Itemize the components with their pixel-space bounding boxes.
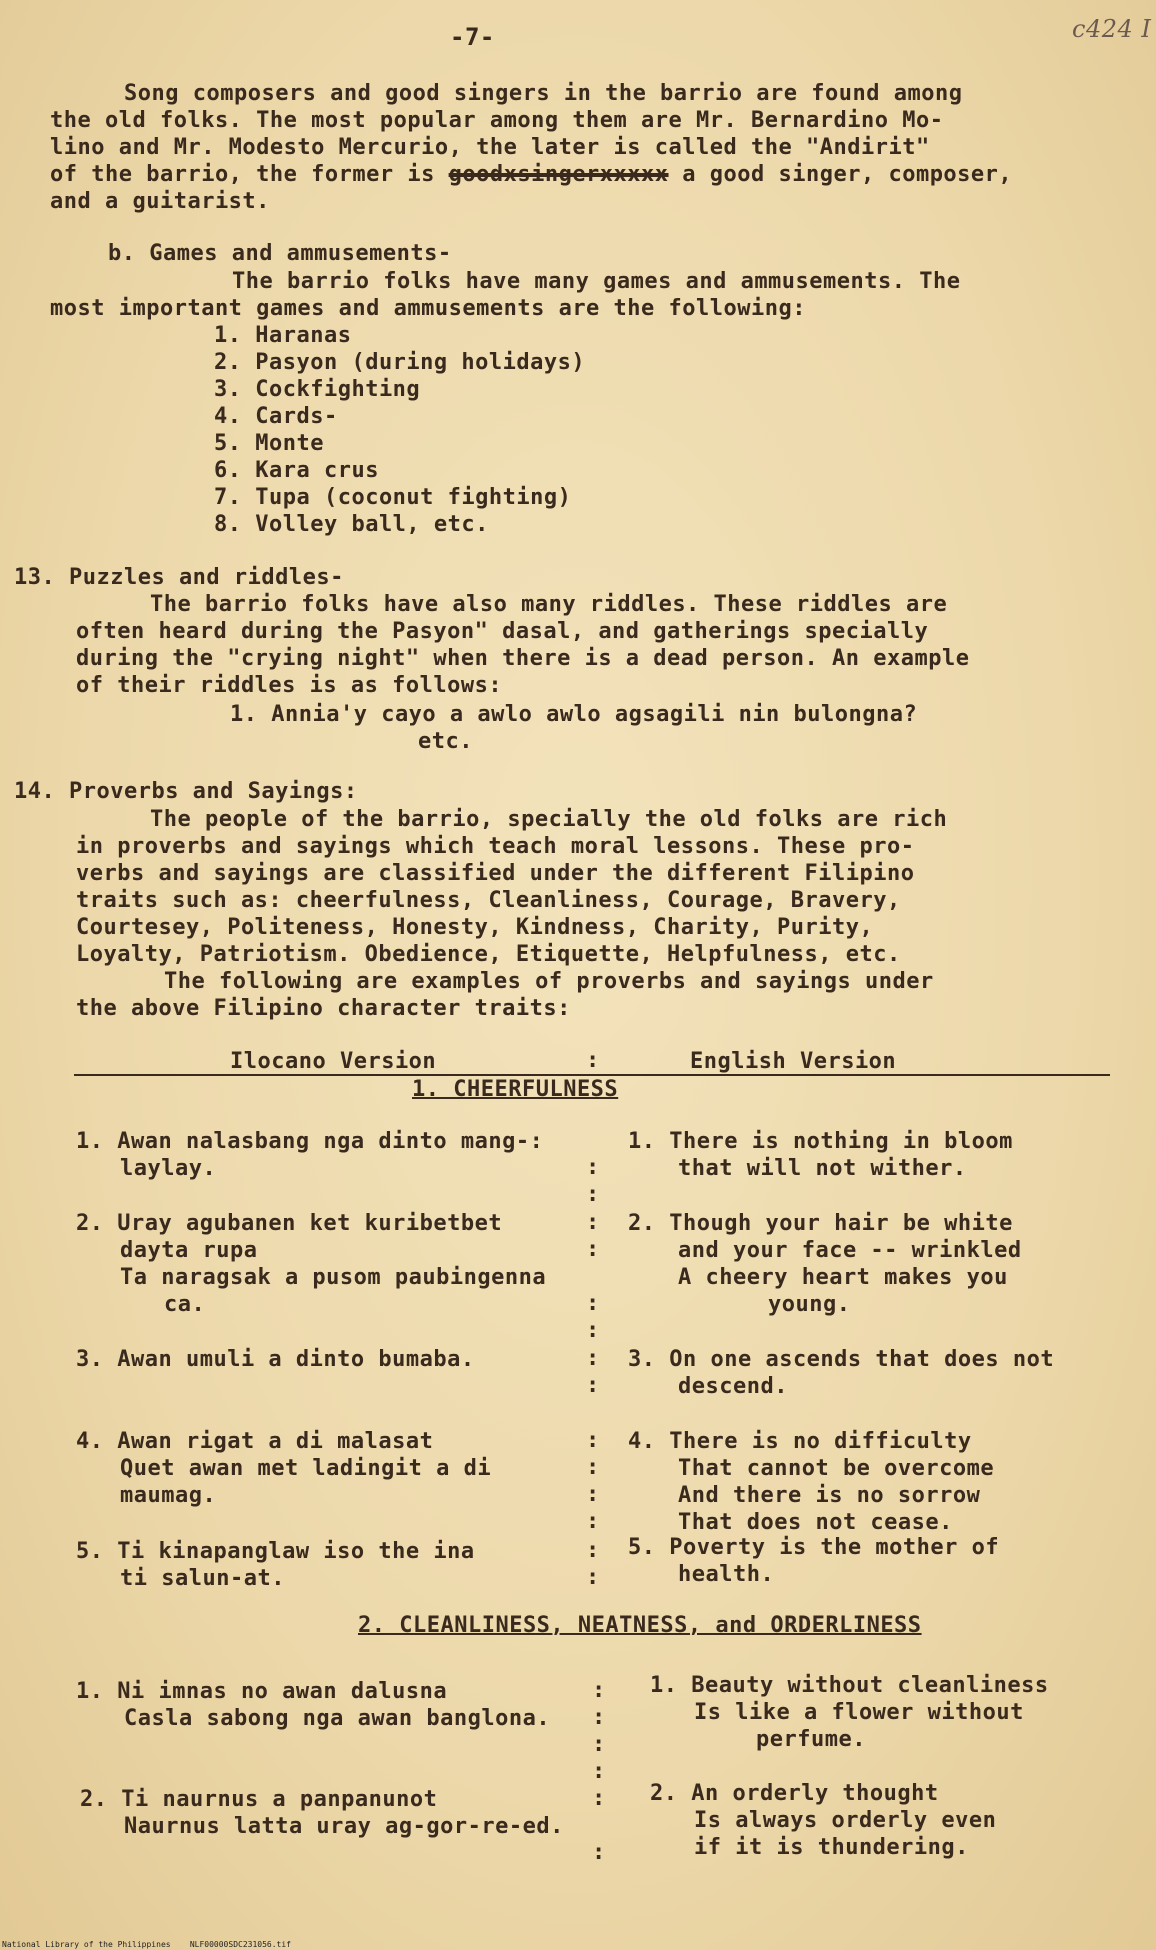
proverbs-line: the above Filipino character traits:	[76, 996, 571, 1021]
proverbs-line: The people of the barrio, specially the old folks are rich	[150, 807, 948, 832]
intro-line: and a guitarist.	[50, 189, 270, 214]
column-separator: :	[592, 1840, 606, 1865]
column-separator: :	[592, 1705, 606, 1730]
column-separator: :	[592, 1732, 606, 1757]
games-list-item: 4. Cards-	[214, 404, 338, 429]
column-separator: :	[586, 1482, 600, 1507]
english-proverb: Is always orderly even	[694, 1808, 997, 1833]
column-separator: :	[586, 1291, 600, 1316]
ilocano-proverb: Quet awan met ladingit a di	[120, 1456, 492, 1481]
proverbs-line: in proverbs and sayings which teach moral lessons. These pro-	[76, 834, 915, 859]
section-title: 1. CHEERFULNESS	[412, 1077, 619, 1102]
column-separator: :	[586, 1155, 600, 1180]
column-separator: :	[592, 1786, 606, 1811]
section-title: 2. CLEANLINESS, NEATNESS, and ORDERLINESS	[358, 1613, 922, 1638]
column-separator: :	[586, 1346, 600, 1371]
intro-line: Song composers and good singers in the barrio are found among	[124, 81, 963, 106]
english-proverb: A cheery heart makes you	[678, 1265, 1008, 1290]
english-proverb: And there is no sorrow	[678, 1483, 981, 1508]
english-proverb: 1. There is nothing in bloom	[628, 1129, 1013, 1154]
ilocano-proverb: ti salun-at.	[120, 1566, 285, 1591]
english-proverb: 1. Beauty without cleanliness	[650, 1673, 1049, 1698]
column-separator: :	[586, 1373, 600, 1398]
intro-line: of the barrio, the former is goodxsingerxxxxx a good singer, composer,	[50, 162, 1013, 187]
riddles-heading: 13. Puzzles and riddles-	[14, 565, 344, 590]
archive-footer: National Library of the Philippines NLF00000SDC231056.tif	[2, 1940, 291, 1949]
games-heading: b. Games and ammusements-	[108, 241, 452, 266]
english-proverb: 5. Poverty is the mother of	[628, 1535, 1000, 1560]
proverbs-heading: 14. Proverbs and Sayings:	[14, 779, 358, 804]
games-intro-line: most important games and ammusements are the following:	[50, 296, 806, 321]
ilocano-proverb: 3. Awan umuli a dinto bumaba.	[76, 1347, 475, 1372]
column-separator: :	[592, 1759, 606, 1784]
ilocano-proverb: maumag.	[120, 1483, 217, 1508]
column-separator: :	[586, 1237, 600, 1262]
english-proverb: Is like a flower without	[694, 1700, 1024, 1725]
games-intro-line: The barrio folks have many games and ammusements. The	[232, 269, 961, 294]
ilocano-proverb: Naurnus latta uray ag-gor-re-ed.	[124, 1814, 564, 1839]
english-proverb: perfume.	[756, 1727, 866, 1752]
ilocano-proverb: ca.	[164, 1292, 206, 1317]
ilocano-proverb: 1. Ni imnas no awan dalusna	[76, 1679, 448, 1704]
games-list-item: 6. Kara crus	[214, 458, 379, 483]
riddle-example: 1. Annia'y cayo a awlo awlo agsagili nin bulongna?	[230, 702, 918, 727]
column-header-ilocano: Ilocano Version	[230, 1049, 437, 1074]
english-proverb: and your face -- wrinkled	[678, 1238, 1022, 1263]
english-proverb: 3. On one ascends that does not	[628, 1347, 1055, 1372]
english-proverb: if it is thundering.	[694, 1835, 969, 1860]
games-list-item: 3. Cockfighting	[214, 377, 421, 402]
ilocano-proverb: 2. Ti naurnus a panpanunot	[80, 1787, 438, 1812]
proverbs-line: Loyalty, Patriotism. Obedience, Etiquette, Helpfulness, etc.	[76, 942, 901, 967]
proverbs-line: verbs and sayings are classified under the different Filipino	[76, 861, 915, 886]
ilocano-proverb: Ta naragsak a pusom paubingenna	[120, 1265, 547, 1290]
handwritten-catalog-note: c424 I	[1072, 15, 1152, 43]
ilocano-proverb: 4. Awan rigat a di malasat	[76, 1429, 434, 1454]
english-proverb: That does not cease.	[678, 1510, 953, 1535]
ilocano-proverb: 2. Uray agubanen ket kuribetbet	[76, 1211, 503, 1236]
english-proverb: descend.	[678, 1374, 788, 1399]
column-separator: :	[586, 1210, 600, 1235]
english-proverb: 2. An orderly thought	[650, 1781, 939, 1806]
column-separator: :	[586, 1318, 600, 1343]
english-proverb: young.	[768, 1292, 851, 1317]
riddle-etc: etc.	[418, 729, 473, 754]
column-header-english: English Version	[690, 1049, 897, 1074]
ilocano-proverb: laylay.	[120, 1156, 217, 1181]
english-proverb: 2. Though your hair be white	[628, 1211, 1013, 1236]
column-separator: :	[586, 1428, 600, 1453]
column-separator: :	[586, 1455, 600, 1480]
proverbs-line: The following are examples of proverbs and sayings under	[164, 969, 934, 994]
intro-line: the old folks. The most popular among them are Mr. Bernardino Mo-	[50, 108, 944, 133]
english-proverb: health.	[678, 1562, 775, 1587]
column-separator: :	[586, 1509, 600, 1534]
games-list-item: 2. Pasyon (during holidays)	[214, 350, 586, 375]
riddles-line: during the "crying night" when there is a dead person. An example	[76, 646, 970, 671]
riddles-line: often heard during the Pasyon" dasal, and gatherings specially	[76, 619, 929, 644]
column-separator: :	[586, 1182, 600, 1207]
riddles-line: of their riddles is as follows:	[76, 673, 503, 698]
column-separator: :	[592, 1678, 606, 1703]
english-proverb: That cannot be overcome	[678, 1456, 995, 1481]
intro-line: lino and Mr. Modesto Mercurio, the later is called the "Andirit"	[50, 135, 930, 160]
ilocano-proverb: dayta rupa	[120, 1238, 258, 1263]
proverbs-line: Courtesey, Politeness, Honesty, Kindness, Charity, Purity,	[76, 915, 874, 940]
page-number: -7-	[450, 23, 495, 51]
games-list-item: 1. Haranas	[214, 323, 352, 348]
english-proverb: 4. There is no difficulty	[628, 1429, 972, 1454]
column-separator: :	[586, 1048, 600, 1073]
ilocano-proverb: 1. Awan nalasbang nga dinto mang-:	[76, 1129, 544, 1154]
games-list-item: 8. Volley ball, etc.	[214, 512, 489, 537]
ilocano-proverb: 5. Ti kinapanglaw iso the ina	[76, 1539, 475, 1564]
column-separator: :	[586, 1538, 600, 1563]
riddles-line: The barrio folks have also many riddles. These riddles are	[150, 592, 948, 617]
column-separator: :	[586, 1565, 600, 1590]
ilocano-proverb: Casla sabong nga awan banglona.	[124, 1706, 551, 1731]
english-proverb: that will not wither.	[678, 1156, 967, 1181]
proverbs-line: traits such as: cheerfulness, Cleanliness, Courage, Bravery,	[76, 888, 901, 913]
games-list-item: 7. Tupa (coconut fighting)	[214, 485, 572, 510]
struck-out-text: goodxsingerxxxxx	[448, 162, 669, 187]
games-list-item: 5. Monte	[214, 431, 324, 456]
